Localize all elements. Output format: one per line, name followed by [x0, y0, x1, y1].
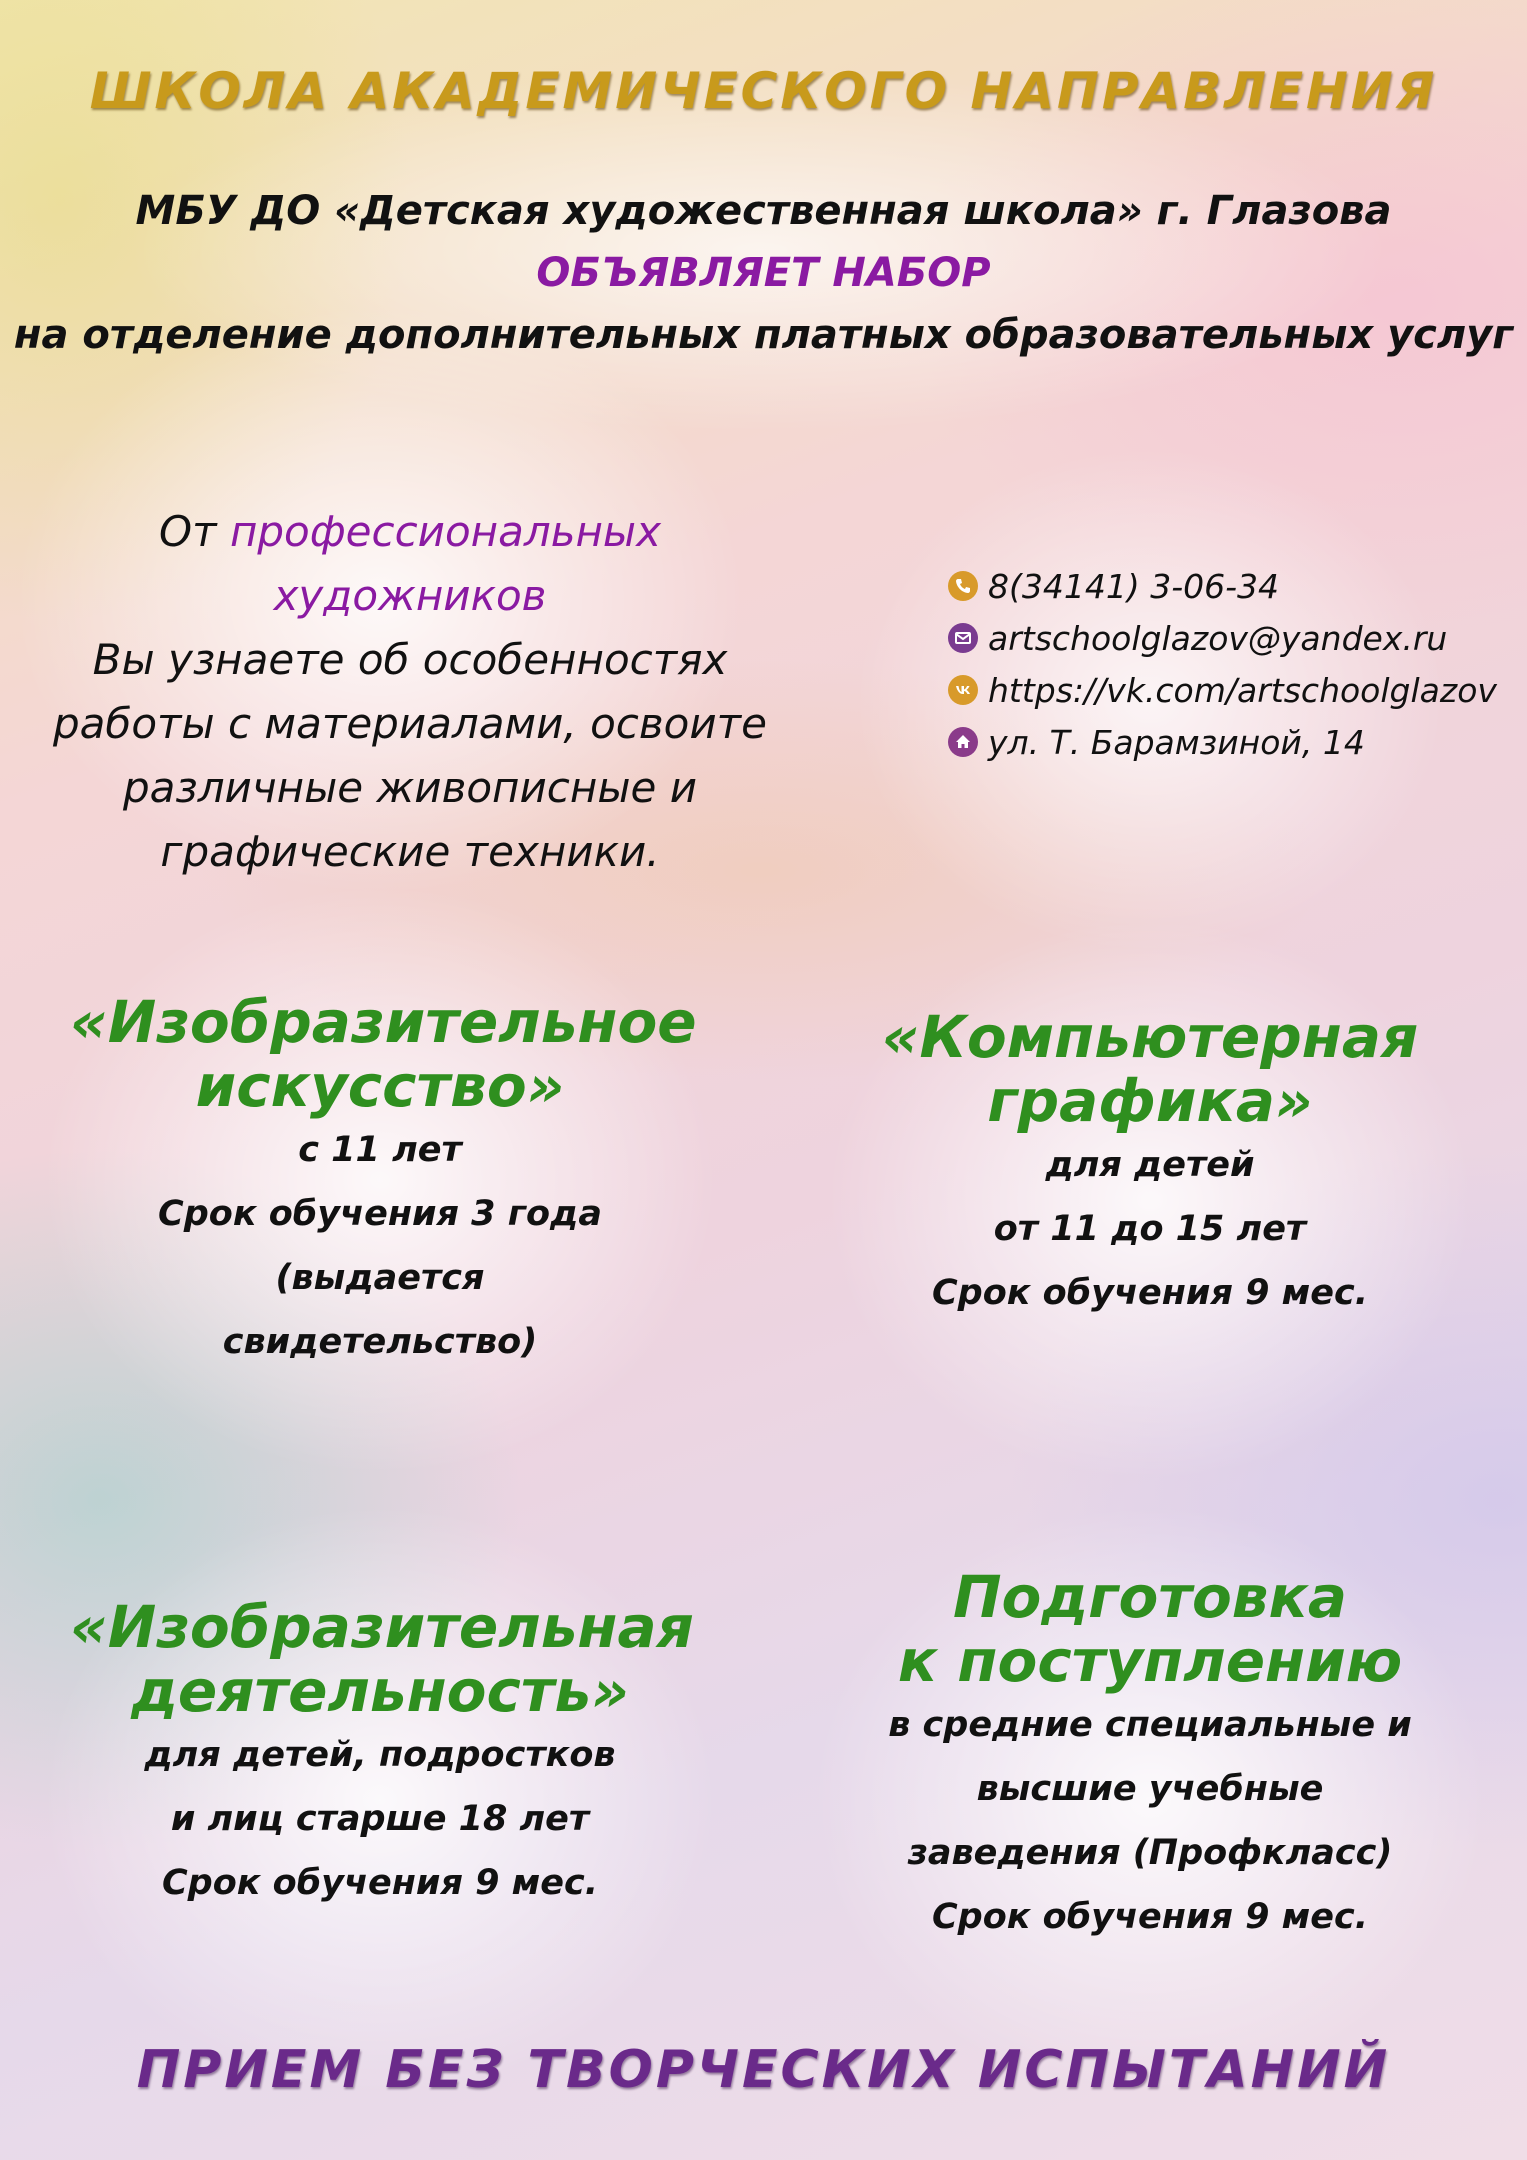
department-line: на отделение дополнительных платных образовательных услуг: [13, 312, 1514, 358]
contacts-list: [948, 560, 1508, 768]
course-detail: Срок обучения 3 года: [158, 1194, 602, 1234]
course-title-line: к поступлению: [897, 1627, 1403, 1695]
course-detail: от 11 до 15 лет: [993, 1209, 1307, 1249]
about-line-4: графические техники.: [160, 827, 660, 876]
course-title-line: «Изобразительное: [70, 988, 697, 1056]
about-line-3: различные живописные и: [122, 763, 698, 812]
contact-vk-text: https://vk.com/artschoolglazov: [988, 670, 1497, 710]
contact-email[interactable]: [948, 612, 1508, 664]
course-detail: заведения (Профкласс): [907, 1833, 1393, 1873]
course-title-line: «Изобразительная: [70, 1593, 694, 1661]
phone-icon: [948, 571, 978, 601]
vk-icon: [948, 675, 978, 705]
course-art-activity: [70, 1593, 694, 1915]
about-line-1: Вы узнаете об особенностях: [92, 635, 728, 684]
contact-email-text: artschoolglazov@yandex.ru: [988, 618, 1448, 658]
contact-address-text: ул. Т. Барамзиной, 14: [988, 722, 1365, 762]
course-detail: Срок обучения 9 мес.: [931, 1273, 1369, 1313]
home-icon: [948, 727, 978, 757]
course-detail: высшие учебные: [976, 1769, 1324, 1809]
contact-address: [948, 716, 1508, 768]
contact-phone[interactable]: [948, 560, 1508, 612]
school-name: МБУ ДО «Детская художественная школа» г. Глазова: [135, 188, 1392, 234]
intro-section: [0, 180, 1527, 366]
course-title-line: деятельность»: [131, 1657, 629, 1725]
course-admission-prep: [830, 1565, 1470, 1949]
course-detail: с 11 лет: [298, 1130, 462, 1170]
course-title-line: Подготовка: [952, 1563, 1348, 1631]
course-computer-graphics: [830, 1005, 1470, 1325]
about-highlight: профессиональных художников: [229, 507, 661, 620]
contact-vk[interactable]: [948, 664, 1508, 716]
about-line-2: работы с материалами, освоите: [53, 699, 767, 748]
course-detail: Срок обучения 9 мес.: [161, 1863, 599, 1903]
course-detail: для детей, подростков: [144, 1735, 616, 1775]
about-section: [20, 500, 800, 884]
course-detail: Срок обучения 9 мес.: [931, 1897, 1369, 1937]
contact-phone-text: 8(34141) 3-06-34: [988, 566, 1280, 606]
course-detail: (выдается: [275, 1258, 485, 1298]
about-prefix: От: [159, 507, 217, 556]
course-title-line: «Компьютерная: [881, 1003, 1419, 1071]
course-detail: в средние специальные и: [888, 1705, 1412, 1745]
course-detail: для детей: [1045, 1145, 1255, 1185]
course-title-line: искусство»: [195, 1052, 565, 1120]
course-title-line: графика»: [987, 1067, 1313, 1135]
page-title: ШКОЛА АКАДЕМИЧЕСКОГО НАПРАВЛЕНИЯ: [89, 62, 1438, 120]
course-fine-art: [70, 988, 697, 1374]
about-line-0: [20, 500, 800, 628]
course-detail: и лиц старше 18 лет: [170, 1799, 590, 1839]
announcement: ОБЪЯВЛЯЕТ НАБОР: [536, 250, 991, 296]
mail-icon: [948, 623, 978, 653]
course-detail: свидетельство): [222, 1322, 538, 1362]
footer-slogan: ПРИЕМ БЕЗ ТВОРЧЕСКИХ ИСПЫТАНИЙ: [136, 2040, 1391, 2100]
